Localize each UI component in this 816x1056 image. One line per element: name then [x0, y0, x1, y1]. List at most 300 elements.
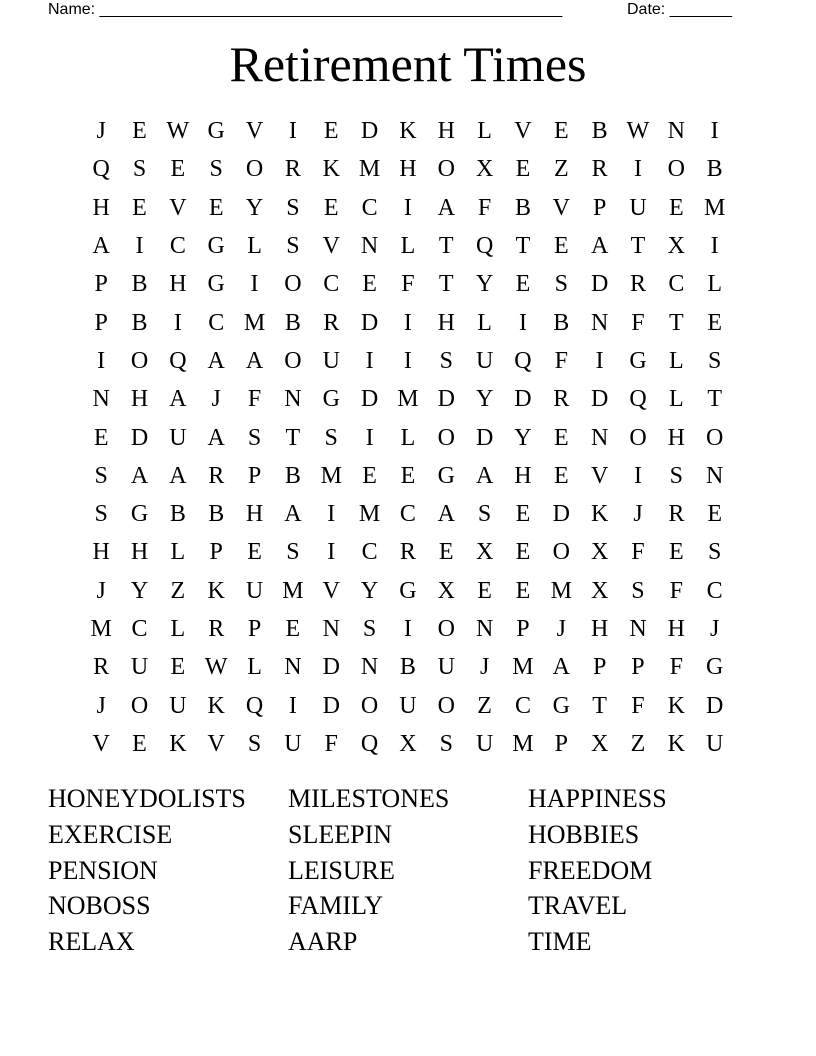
grid-letter[interactable]: E	[553, 233, 569, 260]
grid-letter[interactable]: S	[286, 194, 300, 221]
grid-letter[interactable]: E	[208, 194, 224, 221]
grid-letter[interactable]: N	[667, 118, 685, 145]
grid-letter[interactable]: J	[556, 616, 566, 642]
grid-letter[interactable]: I	[365, 424, 374, 451]
grid-letter[interactable]: G	[437, 462, 455, 489]
grid-letter[interactable]: W	[626, 118, 650, 145]
grid-letter[interactable]: V	[245, 118, 264, 145]
grid-letter[interactable]: S	[247, 730, 262, 757]
grid-letter[interactable]: M	[358, 501, 381, 528]
grid-letter[interactable]: B	[284, 309, 301, 336]
grid-letter[interactable]: K	[399, 118, 417, 145]
grid-letter[interactable]: V	[552, 194, 570, 221]
grid-letter[interactable]: W	[204, 654, 228, 681]
grid-letter[interactable]: Z	[630, 730, 646, 757]
grid-letter[interactable]: U	[629, 194, 647, 221]
grid-letter[interactable]: I	[250, 271, 259, 298]
grid-letter[interactable]: E	[93, 424, 109, 451]
grid-letter[interactable]: O	[245, 156, 264, 183]
grid-letter[interactable]: N	[284, 386, 302, 413]
grid-letter[interactable]: A	[552, 654, 570, 681]
grid-letter[interactable]: A	[437, 194, 455, 221]
grid-letter[interactable]: U	[245, 577, 264, 604]
grid-letter[interactable]: U	[169, 424, 187, 451]
grid-letter[interactable]: E	[553, 424, 569, 451]
grid-letter[interactable]: P	[592, 194, 607, 221]
grid-letter[interactable]: T	[630, 233, 646, 260]
grid-letter[interactable]: R	[323, 309, 340, 336]
grid-letter[interactable]: I	[403, 347, 412, 374]
grid-letter[interactable]: N	[92, 386, 110, 413]
grid-letter[interactable]: V	[514, 118, 532, 145]
grid-letter[interactable]: I	[403, 309, 412, 336]
grid-letter[interactable]: B	[169, 501, 186, 528]
grid-letter[interactable]: M	[550, 577, 572, 604]
grid-letter[interactable]: N	[590, 424, 609, 451]
grid-letter[interactable]: N	[360, 654, 379, 681]
page-title: Retirement Times	[229, 36, 587, 92]
grid-letter[interactable]: I	[710, 233, 719, 260]
grid-letter[interactable]: I	[97, 347, 106, 374]
grid-letter[interactable]: I	[633, 156, 642, 183]
grid-letter[interactable]: B	[553, 309, 570, 336]
grid-letter[interactable]: T	[592, 692, 607, 719]
grid-letter[interactable]: T	[438, 271, 454, 298]
grid-letter[interactable]: I	[365, 347, 374, 374]
grid-letter[interactable]: T	[515, 233, 531, 260]
grid-letter[interactable]: G	[207, 271, 225, 298]
grid-letter[interactable]: C	[169, 233, 186, 260]
grid-letter[interactable]: S	[94, 462, 108, 489]
grid-letter[interactable]: Q	[169, 347, 187, 374]
grid-letter[interactable]: F	[631, 539, 645, 566]
grid-letter[interactable]: N	[322, 616, 340, 642]
grid-letter[interactable]: K	[207, 577, 225, 604]
grid-letter[interactable]: X	[590, 577, 609, 604]
grid-letter[interactable]: N	[590, 309, 609, 336]
grid-letter[interactable]: O	[629, 424, 647, 451]
grid-letter[interactable]: B	[131, 309, 148, 336]
grid-letter[interactable]: E	[668, 539, 684, 566]
grid-letter[interactable]: X	[399, 730, 417, 757]
grid-letter[interactable]: E	[553, 118, 569, 145]
grid-letter[interactable]: V	[322, 233, 340, 260]
grid-letter[interactable]: D	[514, 386, 532, 413]
grid-letter[interactable]: S	[631, 577, 645, 604]
grid-letter[interactable]: M	[320, 462, 342, 489]
grid-letter[interactable]: E	[170, 156, 186, 183]
grid-letter[interactable]: S	[707, 347, 722, 374]
grid-letter[interactable]: D	[360, 386, 379, 413]
date-field[interactable]: Date: _______	[627, 1, 732, 18]
grid-letter[interactable]: B	[131, 271, 148, 298]
grid-letter[interactable]: F	[324, 730, 338, 757]
grid-letter[interactable]: S	[707, 539, 722, 566]
grid-letter[interactable]: K	[667, 692, 685, 719]
grid-letter[interactable]: B	[208, 501, 225, 528]
grid-letter[interactable]: O	[706, 424, 724, 451]
grid-letter[interactable]: O	[360, 692, 379, 719]
grid-letter[interactable]: L	[668, 347, 684, 374]
grid-letter[interactable]: P	[592, 654, 607, 681]
grid-letter[interactable]: I	[288, 692, 297, 719]
grid-letter[interactable]: S	[132, 156, 147, 183]
grid-letter[interactable]: Y	[475, 271, 494, 298]
grid-letter[interactable]: Z	[553, 156, 569, 183]
grid-letter[interactable]: B	[399, 654, 416, 681]
grid-letter[interactable]: H	[130, 386, 149, 413]
grid-letter[interactable]: U	[130, 654, 149, 681]
grid-letter[interactable]: P	[631, 654, 645, 681]
grid-letter[interactable]: H	[667, 424, 685, 451]
grid-letter[interactable]: H	[514, 462, 532, 489]
grid-letter[interactable]: M	[512, 730, 534, 757]
grid-letter[interactable]: R	[553, 386, 570, 413]
grid-letter[interactable]: L	[170, 616, 186, 642]
grid-letter[interactable]: D	[706, 692, 724, 719]
grid-letter[interactable]: Z	[477, 692, 492, 719]
grid-letter[interactable]: C	[361, 194, 378, 221]
grid-letter[interactable]: R	[591, 156, 608, 183]
grid-letter[interactable]: C	[323, 271, 340, 298]
grid-letter[interactable]: A	[92, 233, 110, 260]
grid-letter[interactable]: S	[209, 156, 223, 183]
grid-letter[interactable]: A	[169, 462, 187, 489]
grid-letter[interactable]: L	[247, 233, 262, 260]
grid-letter[interactable]: D	[552, 501, 570, 528]
grid-letter[interactable]: E	[515, 501, 531, 528]
grid-letter[interactable]: B	[284, 462, 301, 489]
grid-letter[interactable]: G	[552, 692, 570, 719]
grid-letter[interactable]: Z	[170, 577, 186, 604]
grid-letter[interactable]: U	[284, 730, 302, 757]
grid-letter[interactable]: D	[360, 118, 379, 145]
grid-letter[interactable]: H	[130, 539, 149, 566]
grid-row	[82, 380, 734, 418]
grid-letter[interactable]: A	[284, 501, 302, 528]
grid-letter[interactable]: I	[595, 347, 604, 374]
grid-letter[interactable]: S	[477, 501, 492, 528]
grid-letter[interactable]: H	[245, 501, 264, 528]
grid-letter[interactable]: I	[288, 118, 297, 145]
grid-letter[interactable]: L	[707, 271, 722, 298]
grid-letter[interactable]: Y	[360, 577, 379, 604]
grid-letter[interactable]: V	[92, 730, 110, 757]
grid-letter[interactable]: E	[707, 309, 722, 336]
grid-letter[interactable]: X	[475, 156, 494, 183]
grid-row	[82, 227, 734, 265]
grid-letter[interactable]: H	[399, 156, 417, 183]
grid-letter[interactable]: S	[324, 424, 338, 451]
grid-letter[interactable]: F	[247, 386, 262, 413]
grid-letter[interactable]: G	[207, 233, 225, 260]
grid-letter[interactable]: M	[358, 156, 381, 183]
grid-letter[interactable]: C	[131, 616, 148, 642]
grid-letter[interactable]: F	[554, 347, 568, 374]
grid-letter[interactable]: B	[514, 194, 531, 221]
grid-letter[interactable]: O	[437, 616, 455, 642]
grid-letter[interactable]: E	[477, 577, 492, 604]
grid-letter[interactable]: P	[94, 271, 108, 298]
grid-letter[interactable]: J	[211, 386, 221, 413]
grid-letter[interactable]: S	[669, 462, 683, 489]
grid-letter[interactable]: V	[590, 462, 609, 489]
grid-letter[interactable]: H	[667, 616, 685, 642]
grid-letter[interactable]: D	[475, 424, 494, 451]
grid-letter[interactable]: D	[322, 692, 340, 719]
grid-letter[interactable]: S	[439, 347, 453, 374]
grid-letter[interactable]: P	[94, 309, 108, 336]
grid-letter[interactable]: Q	[245, 692, 264, 719]
grid-letter[interactable]: X	[437, 577, 455, 604]
grid-letter[interactable]: S	[439, 730, 453, 757]
grid-letter[interactable]: O	[284, 347, 302, 374]
grid-letter[interactable]: Q	[629, 386, 647, 413]
name-field[interactable]: Name: ____________________________________________________	[48, 1, 563, 18]
grid-letter[interactable]: U	[437, 654, 455, 681]
grid-letter[interactable]: M	[243, 309, 266, 336]
grid-letter[interactable]: D	[590, 386, 609, 413]
grid-letter[interactable]: K	[322, 156, 340, 183]
grid-letter[interactable]: S	[247, 424, 262, 451]
grid-letter[interactable]: X	[667, 233, 685, 260]
grid-letter[interactable]: E	[247, 539, 262, 566]
grid-letter[interactable]: H	[437, 118, 455, 145]
grid-letter[interactable]: D	[590, 271, 609, 298]
grid-letter[interactable]: E	[553, 462, 569, 489]
grid-letter[interactable]: E	[132, 730, 147, 757]
grid-letter[interactable]: P	[516, 616, 530, 642]
grid-letter[interactable]: F	[631, 309, 645, 336]
grid-letter[interactable]: E	[323, 194, 339, 221]
grid-letter[interactable]: O	[130, 347, 149, 374]
grid-letter[interactable]: E	[515, 156, 531, 183]
grid-letter[interactable]: E	[132, 118, 147, 145]
grid-letter[interactable]: P	[554, 730, 568, 757]
grid-letter[interactable]: V	[207, 730, 225, 757]
grid-letter[interactable]: U	[169, 692, 187, 719]
grid-letter[interactable]: I	[403, 194, 412, 221]
grid-letter[interactable]: J	[96, 118, 106, 145]
grid-letter[interactable]: N	[284, 654, 302, 681]
grid-letter[interactable]: D	[437, 386, 455, 413]
grid-letter[interactable]: I	[327, 539, 336, 566]
grid-letter[interactable]: Y	[475, 386, 494, 413]
grid-letter[interactable]: I	[403, 616, 412, 642]
grid-letter[interactable]: X	[590, 539, 609, 566]
grid-letter[interactable]: K	[169, 730, 187, 757]
grid-letter[interactable]: L	[668, 386, 684, 413]
grid-letter[interactable]: C	[706, 577, 723, 604]
grid-letter[interactable]: L	[477, 309, 492, 336]
grid-letter[interactable]: E	[362, 271, 377, 298]
grid-letter[interactable]: H	[590, 616, 609, 642]
grid-letter[interactable]: E	[668, 194, 684, 221]
grid-letter[interactable]: G	[207, 118, 225, 145]
grid-letter[interactable]: E	[438, 539, 454, 566]
grid-letter[interactable]: I	[135, 233, 144, 260]
grid-letter[interactable]: T	[285, 424, 301, 451]
grid-letter[interactable]: O	[437, 156, 455, 183]
grid-letter[interactable]: O	[130, 692, 149, 719]
grid-letter[interactable]: O	[552, 539, 570, 566]
grid-letter[interactable]: A	[207, 424, 225, 451]
grid-letter[interactable]: A	[590, 233, 609, 260]
grid-letter[interactable]: E	[170, 654, 186, 681]
grid-letter[interactable]: M	[90, 616, 112, 642]
grid-letter[interactable]: U	[706, 730, 724, 757]
grid-letter[interactable]: Q	[475, 233, 494, 260]
grid-letter[interactable]: B	[706, 156, 723, 183]
grid-letter[interactable]: Q	[360, 730, 379, 757]
grid-letter[interactable]: S	[286, 539, 300, 566]
grid-letter[interactable]: A	[245, 347, 264, 374]
grid-letter[interactable]: K	[590, 501, 609, 528]
grid-letter[interactable]: X	[475, 539, 494, 566]
grid-letter[interactable]: G	[629, 347, 647, 374]
grid-letter[interactable]: C	[399, 501, 416, 528]
grid-letter[interactable]: V	[322, 577, 340, 604]
grid-letter[interactable]: R	[629, 271, 646, 298]
grid-letter[interactable]: E	[515, 539, 531, 566]
word-list-item: HOBBIES	[528, 819, 640, 849]
grid-row	[82, 648, 734, 686]
grid-letter[interactable]: A	[130, 462, 149, 489]
grid-letter[interactable]: W	[166, 118, 190, 145]
grid-letter[interactable]: N	[360, 233, 379, 260]
grid-letter[interactable]: O	[437, 424, 455, 451]
grid-letter[interactable]: M	[512, 654, 534, 681]
grid-letter[interactable]: I	[173, 309, 182, 336]
grid-letter[interactable]: T	[668, 309, 684, 336]
grid-letter[interactable]: H	[92, 539, 110, 566]
word-list-item: HONEYDOLISTS	[48, 784, 246, 813]
grid-letter[interactable]: E	[707, 501, 722, 528]
grid-letter[interactable]: O	[667, 156, 685, 183]
grid-letter[interactable]: R	[284, 156, 301, 183]
grid-letter[interactable]: C	[361, 539, 378, 566]
grid-letter[interactable]: R	[93, 654, 110, 681]
grid-letter[interactable]: R	[208, 616, 225, 642]
grid-letter[interactable]: P	[247, 616, 262, 642]
grid-letter[interactable]: C	[208, 309, 225, 336]
grid-letter[interactable]: Q	[92, 156, 110, 183]
grid-letter[interactable]: H	[169, 271, 187, 298]
grid-letter[interactable]: F	[669, 654, 683, 681]
grid-letter[interactable]: P	[247, 462, 262, 489]
grid-letter[interactable]: E	[515, 577, 531, 604]
grid-letter[interactable]: L	[247, 654, 262, 681]
grid-letter[interactable]: G	[399, 577, 417, 604]
grid-letter[interactable]: M	[704, 194, 726, 221]
grid-letter[interactable]: I	[710, 118, 719, 145]
grid-letter[interactable]: L	[400, 424, 416, 451]
grid-letter[interactable]: L	[400, 233, 416, 260]
grid-letter[interactable]: A	[437, 501, 455, 528]
grid-letter[interactable]: G	[706, 654, 724, 681]
grid-letter[interactable]: N	[629, 616, 647, 642]
grid-letter[interactable]: K	[667, 730, 685, 757]
grid-letter[interactable]: C	[668, 271, 685, 298]
grid-letter[interactable]: I	[327, 501, 336, 528]
grid-letter[interactable]: U	[475, 730, 494, 757]
grid-row	[82, 725, 734, 763]
grid-letter[interactable]: L	[170, 539, 186, 566]
grid-letter[interactable]: J	[710, 616, 720, 642]
grid-letter[interactable]: E	[323, 118, 339, 145]
grid-letter[interactable]: D	[360, 309, 379, 336]
grid-letter[interactable]: J	[96, 577, 106, 604]
grid-letter[interactable]: U	[399, 692, 417, 719]
grid-letter[interactable]: Y	[245, 194, 264, 221]
grid-letter[interactable]: Y	[130, 577, 149, 604]
grid-letter[interactable]: C	[514, 692, 531, 719]
grid-letter[interactable]: E	[515, 271, 531, 298]
grid-letter[interactable]: A	[207, 347, 225, 374]
grid-letter[interactable]: M	[282, 577, 304, 604]
grid-letter[interactable]: B	[591, 118, 608, 145]
grid-letter[interactable]: E	[400, 462, 416, 489]
grid-letter[interactable]: V	[169, 194, 187, 221]
grid-letter[interactable]: F	[401, 271, 415, 298]
grid-letter[interactable]: P	[209, 539, 223, 566]
grid-letter[interactable]: H	[437, 309, 455, 336]
grid-letter[interactable]: U	[322, 347, 340, 374]
grid-letter[interactable]: M	[397, 386, 419, 413]
grid-letter[interactable]: G	[130, 501, 149, 528]
grid-letter[interactable]: U	[475, 347, 494, 374]
grid-letter[interactable]: A	[169, 386, 187, 413]
grid-letter[interactable]: J	[479, 654, 490, 681]
grid-letter[interactable]: Q	[514, 347, 532, 374]
grid-letter[interactable]: N	[475, 616, 494, 642]
grid-letter[interactable]: S	[94, 501, 108, 528]
grid-letter[interactable]: J	[633, 501, 643, 528]
grid-letter[interactable]: S	[286, 233, 300, 260]
grid-letter[interactable]: T	[438, 233, 454, 260]
grid-letter[interactable]: H	[92, 194, 110, 221]
grid-letter[interactable]: L	[477, 118, 492, 145]
grid-letter[interactable]: D	[130, 424, 149, 451]
grid-letter[interactable]: E	[362, 462, 377, 489]
grid-letter[interactable]: X	[590, 730, 609, 757]
grid-row	[82, 533, 734, 571]
grid-letter[interactable]: I	[633, 462, 642, 489]
grid-letter[interactable]: E	[285, 616, 301, 642]
grid-letter[interactable]: O	[437, 692, 455, 719]
grid-letter[interactable]: R	[668, 501, 685, 528]
grid-letter[interactable]: O	[284, 271, 302, 298]
grid-letter[interactable]: F	[477, 194, 492, 221]
grid-letter[interactable]: G	[322, 386, 340, 413]
grid-letter[interactable]: D	[322, 654, 340, 681]
grid-letter[interactable]: K	[207, 692, 225, 719]
grid-letter[interactable]: S	[362, 616, 377, 642]
grid-letter[interactable]: Y	[514, 424, 532, 451]
grid-letter[interactable]: R	[399, 539, 416, 566]
grid-letter[interactable]: A	[475, 462, 494, 489]
grid-letter[interactable]: F	[669, 577, 683, 604]
grid-letter[interactable]: T	[707, 386, 722, 413]
grid-letter[interactable]: F	[631, 692, 645, 719]
grid-letter[interactable]: E	[132, 194, 147, 221]
grid-letter[interactable]: R	[208, 462, 225, 489]
grid-letter[interactable]: I	[518, 309, 527, 336]
grid-letter[interactable]: S	[554, 271, 568, 298]
letter-grid	[82, 112, 734, 763]
grid-letter[interactable]: N	[706, 462, 724, 489]
grid-letter[interactable]: J	[96, 692, 106, 719]
